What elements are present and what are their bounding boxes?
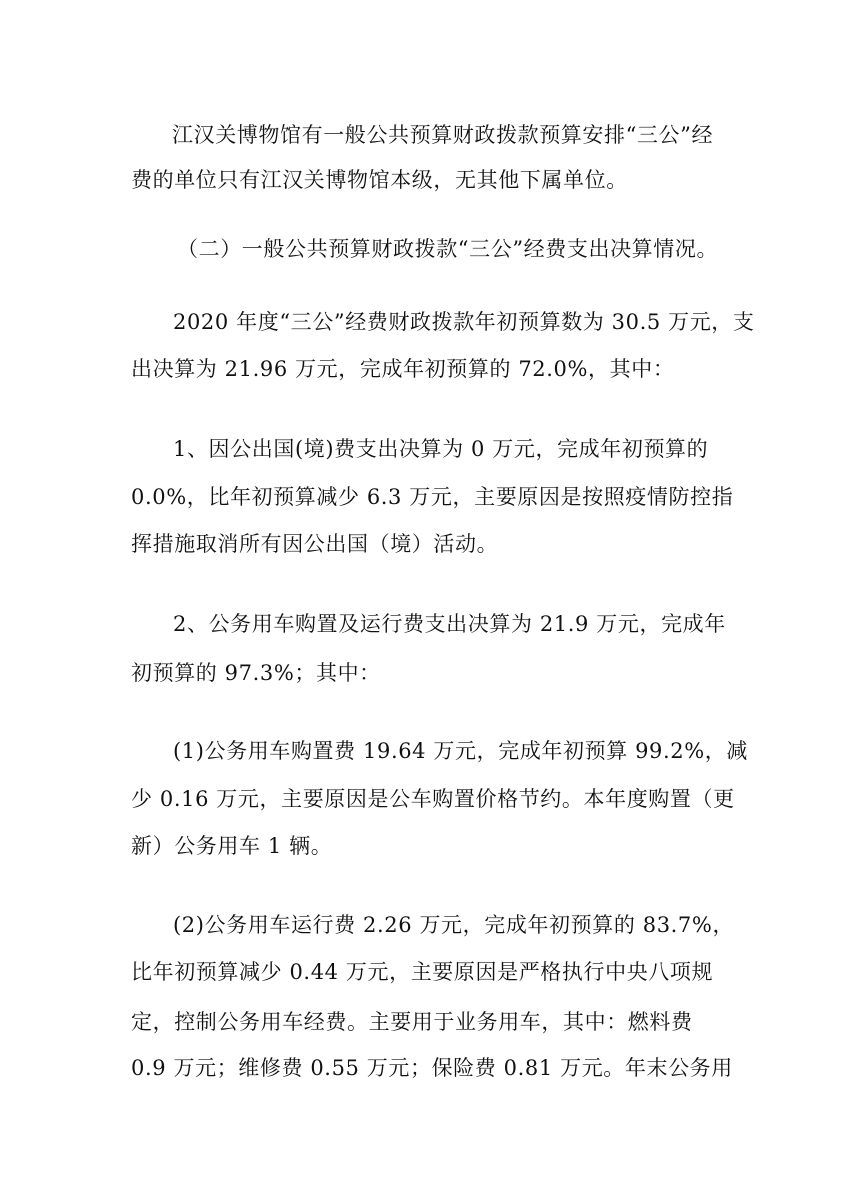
- paragraph-4-line-2: 0.0%，比年初预算减少 6.3 万元，主要原因是按照疫情防控指: [131, 485, 734, 509]
- paragraph-3-line-1: 2020 年度“三公”经费财政拨款年初预算数为 30.5 万元，支: [173, 310, 755, 334]
- paragraph-7-line-2: 比年初预算减少 0.44 万元，主要原因是严格执行中央八项规: [131, 960, 714, 984]
- paragraph-6-line-3: 新）公务用车 1 辆。: [131, 834, 333, 858]
- paragraph-7-line-3: 定，控制公务用车经费。主要用于业务用车，其中：燃料费: [131, 1010, 693, 1034]
- paragraph-7-line-4: 0.9 万元；维修费 0.55 万元；保险费 0.81 万元。年末公务用: [131, 1056, 733, 1080]
- paragraph-7-line-1: (2)公务用车运行费 2.26 万元，完成年初预算的 83.7%，: [173, 913, 735, 937]
- paragraph-5-line-2: 初预算的 97.3%；其中：: [131, 661, 381, 685]
- paragraph-1-line-2: 费的单位只有江汉关博物馆本级，无其他下属单位。: [131, 168, 628, 192]
- paragraph-5-line-1: 2、公务用车购置及运行费支出决算为 21.9 万元，完成年: [173, 612, 726, 636]
- paragraph-1-line-1: 江汉关博物馆有一般公共预算财政拨款预算安排“三公”经: [172, 123, 714, 147]
- paragraph-4-line-3: 挥措施取消所有因公出国（境）活动。: [131, 532, 499, 556]
- paragraph-4-line-1: 1、因公出国(境)费支出决算为 0 万元，完成年初预算的: [173, 437, 709, 461]
- paragraph-6-line-1: (1)公务用车购置费 19.64 万元，完成年初预算 99.2%，减: [173, 739, 749, 763]
- paragraph-6-line-2: 少 0.16 万元，主要原因是公车购置价格节约。本年度购置（更: [131, 787, 735, 811]
- section-heading: （二）一般公共预算财政拨款“三公”经费支出决算情况。: [177, 237, 719, 261]
- paragraph-3-line-2: 出决算为 21.96 万元，完成年初预算的 72.0%，其中：: [131, 357, 675, 381]
